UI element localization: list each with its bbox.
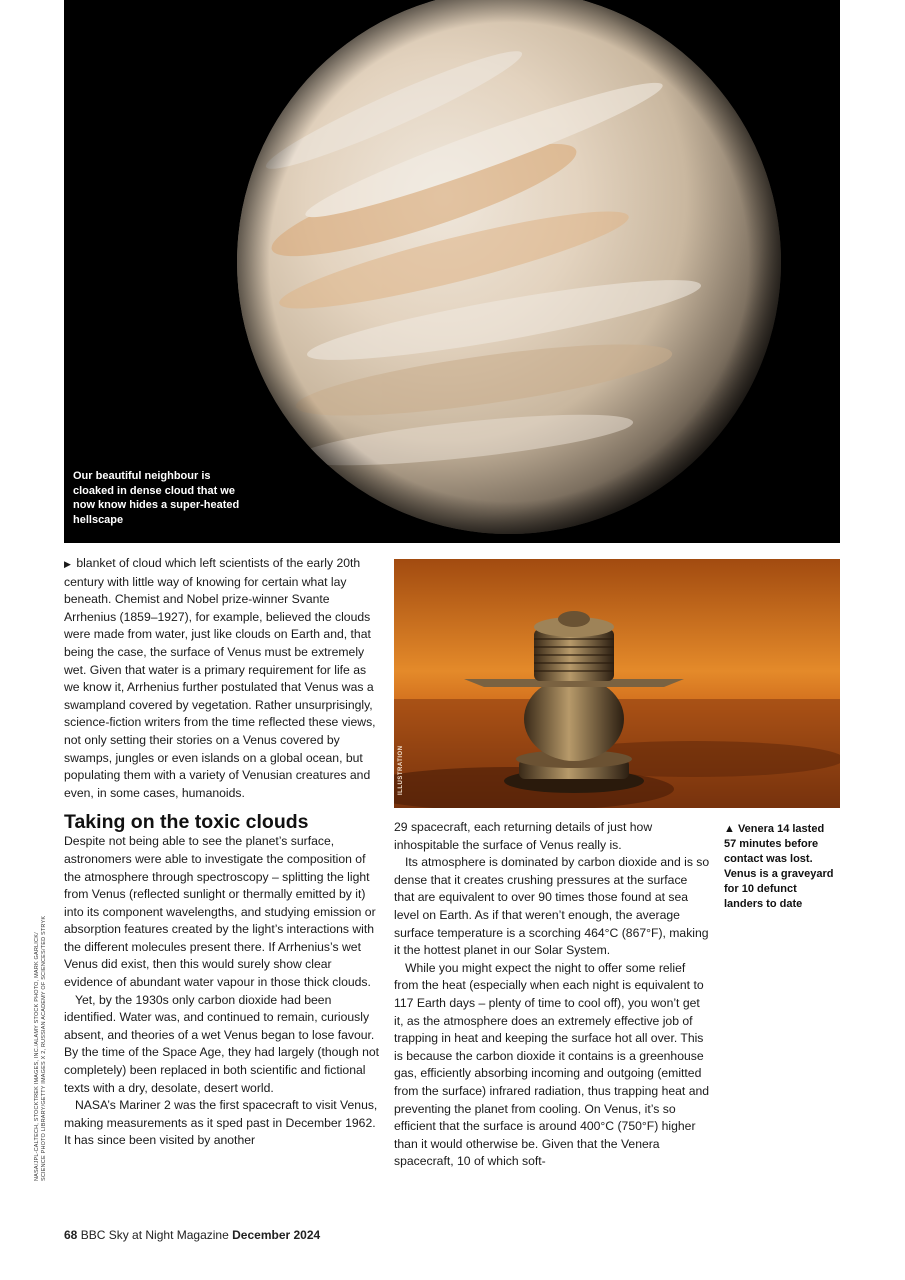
article-paragraph: Its atmosphere is dominated by carbon dioxide and is so dense that it creates crushing pressures at the surface that are equivalent to over 90 times those found at sea level on Earth. As if that weren’t enough, the average surface temperature is a scorching 464°C (867°F), making it the hottest planet in our Solar System. bbox=[394, 855, 710, 958]
article-column-right bbox=[394, 819, 710, 1171]
page-footer bbox=[64, 1228, 320, 1242]
continue-arrow-icon: ▶ bbox=[64, 559, 71, 569]
article-paragraph: Despite not being able to see the planet’s surface, astronomers were able to investigate the composition of the atmosphere through spectroscopy – splitting the light from Venus (reflected sunlight or thermally emitted by it) into its component wavelengths, and studying emission or absorption features created by the light’s interactions with the different molecules present there. If Arrhenius’s wet Venus did exist, then this would surely show clear evidence of abundant water vapour in those thick clouds. bbox=[64, 834, 376, 990]
article-paragraph: While you might expect the night to offer some relief from the heat (especially when each night is equivalent to 117 Earth days – plenty of time to cool off), you won’t get it, as the atmosphere does an extremely effective job of trapping in heat and keeping the surface hot all over. This is because the carbon dioxide it contains is a greenhouse gas, efficiently absorbing incoming and outgoing (emitted from the surface) infrared radiation, thus trapping heat and preventing the planet from cooling. On Venus, it’s so efficient that the surface is around 400°C (750°F) higher than it would otherwise be. Given that the Venera spacecraft, 10 of which soft- bbox=[394, 960, 710, 1169]
page-number: 68 bbox=[64, 1228, 78, 1242]
article-paragraph: ▶ blanket of cloud which left scientists of the early 20th century with little way of knowing for certain what lay beneath. Chemist and Nobel prize-winner Svante Arrhenius (1859–1927), for example, believed the clouds were made from water, just like clouds on Earth and, that being the case, the surface of Venus must be extremely wet. Given that water is a primary requirement for life as we know it, Arrhenius further postulated that Venus was a swampland covered by vegetation. Rather unsurprisingly, science-fiction writers from the time reflected these views, not only setting their stories on a Venus covered by swamps, jungles or even islands on a global ocean, but populating them with a variety of Venusian creatures and even, in some cases, humanoids. bbox=[64, 556, 376, 800]
lander-graphic bbox=[394, 559, 840, 808]
venus-planet-graphic bbox=[64, 0, 840, 543]
magazine-name: BBC Sky at Night Magazine bbox=[80, 1228, 229, 1242]
venus-hero-image bbox=[64, 0, 840, 543]
article-paragraph: Yet, by the 1930s only carbon dioxide had been identified. Water was, and continued to remain, curiously absent, and theories of a wet Venus began to lose favour. By the time of the Space Age, they had largely (though not completely) been replaced in both scientific and fictional texts with a dry, desolate, desert world. bbox=[64, 992, 380, 1095]
photo-credits: NASA/JPL-CALTECH, STOCKTREK IMAGES, INC./ALAMY STOCK PHOTO, MARK GARLICK/ SCIENCE PHOTO LIBRARY/GETTY IMAGES X 2, RUSSIAN ACADEMY OF SCIENCES/TED STRYK bbox=[34, 915, 47, 1181]
illustration-credit: ILLUSTRATION bbox=[398, 745, 404, 795]
article-column-left bbox=[64, 555, 382, 1150]
issue-month: December 2024 bbox=[232, 1228, 321, 1242]
article-paragraph: NASA’s Mariner 2 was the first spacecraft to visit Venus, making measurements as it sped past in December 1962. It has since been visited by another bbox=[64, 1098, 378, 1148]
article-paragraph: 29 spacecraft, each returning details of just how inhospitable the surface of Venus really is. bbox=[394, 820, 653, 852]
venera-lander-illustration bbox=[394, 559, 840, 808]
lander-caption: ▲ Venera 14 lasted 57 minutes before contact was lost. Venus is a graveyard for 10 defunct landers to date bbox=[724, 823, 834, 910]
section-heading: Taking on the toxic clouds bbox=[64, 811, 309, 834]
hero-caption: Our beautiful neighbour is cloaked in dense cloud that we now know hides a super-heated hellscape bbox=[73, 470, 240, 526]
